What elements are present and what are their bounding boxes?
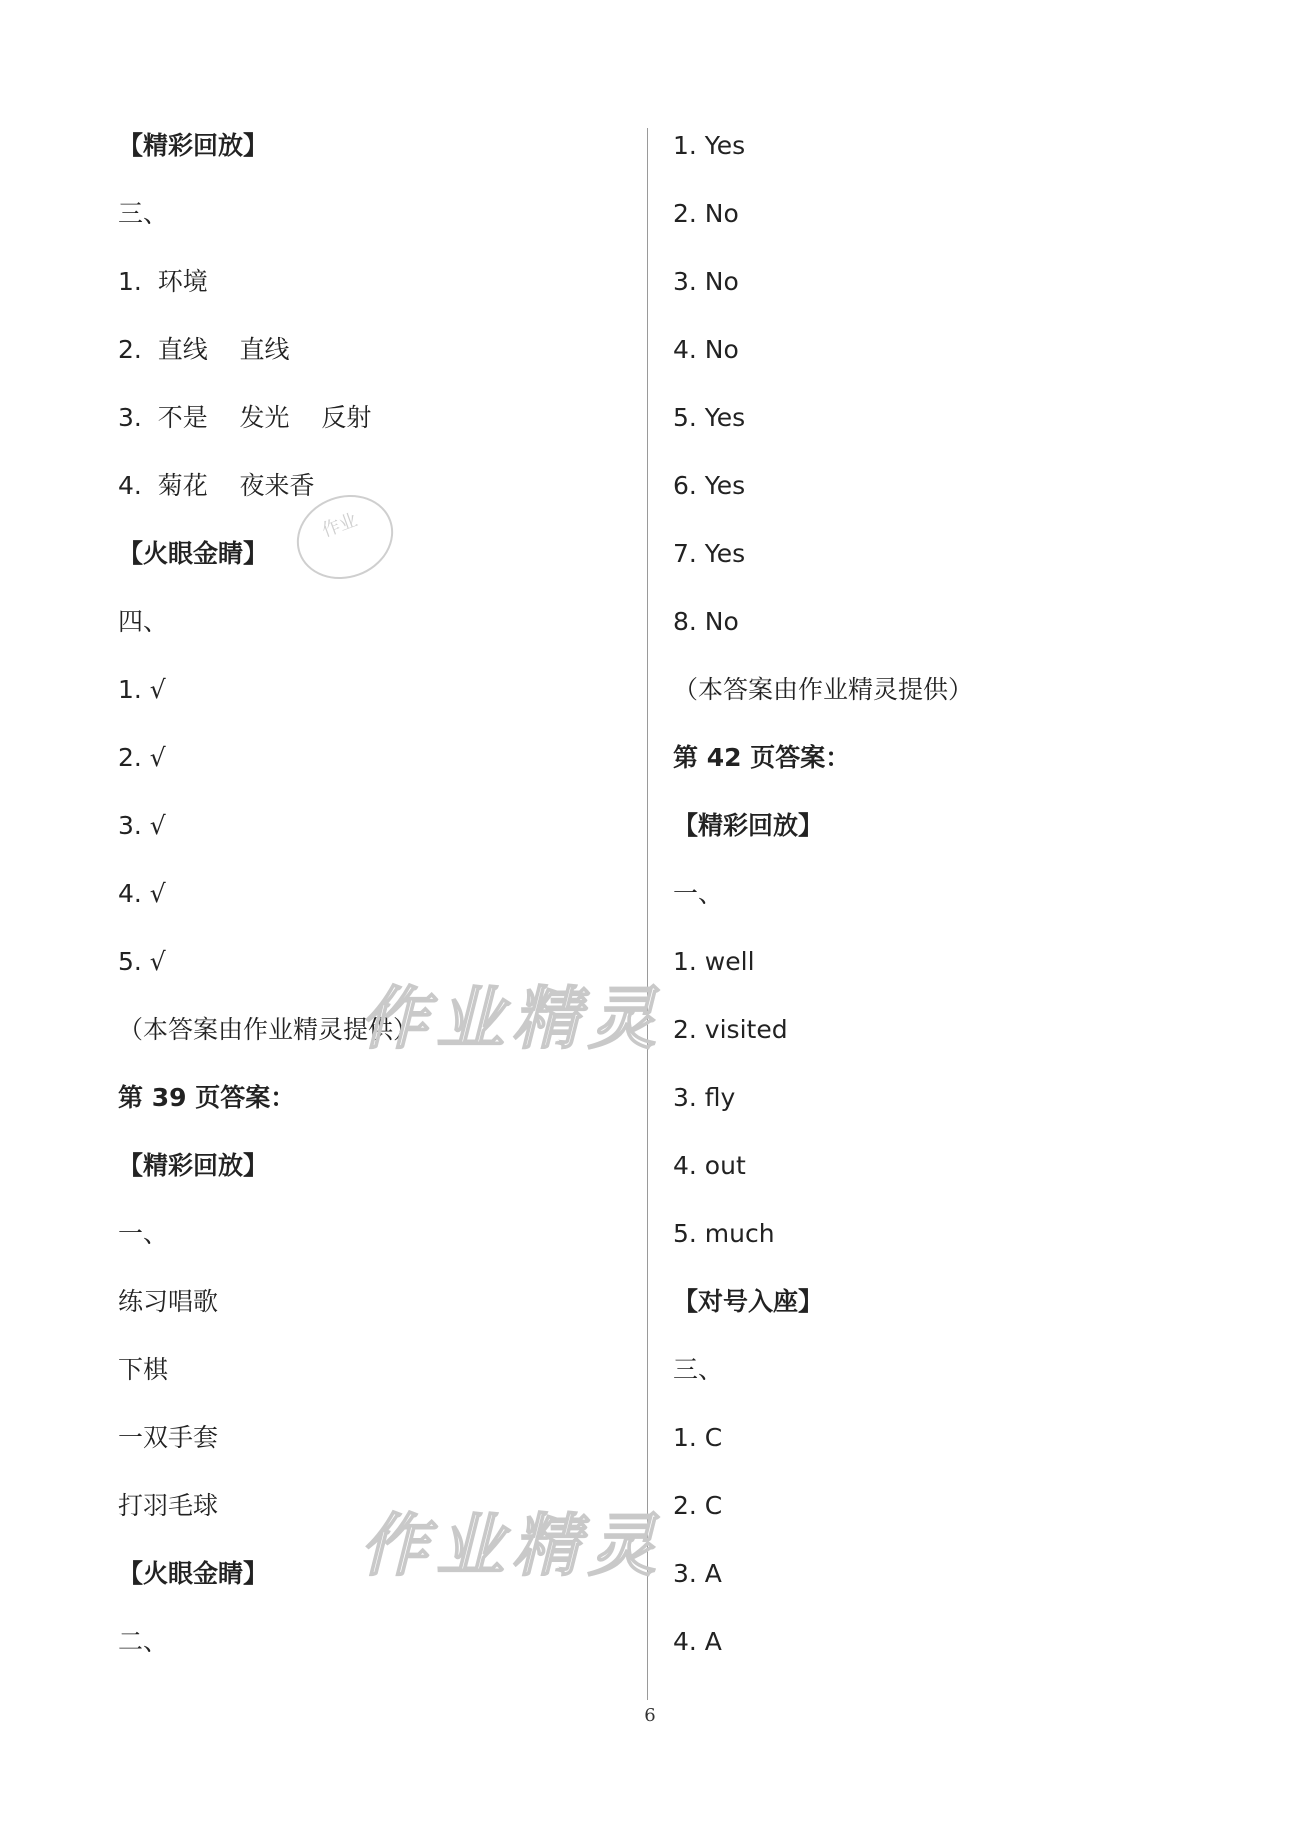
section-heading: 【精彩回放】 bbox=[673, 811, 824, 840]
answer-line: 打羽毛球 bbox=[118, 1491, 219, 1520]
answer-line: 4. No bbox=[673, 335, 739, 364]
answer-line: 6. Yes bbox=[673, 471, 746, 500]
answer-line: 4. √ bbox=[118, 879, 166, 908]
answer-line: 3. A bbox=[673, 1559, 722, 1588]
answer-line: 5. √ bbox=[118, 947, 166, 976]
left-answer-column bbox=[118, 112, 638, 1676]
answer-line: 5. Yes bbox=[673, 403, 746, 432]
answer-line: 1. 环境 bbox=[118, 267, 208, 296]
svg-text:作业: 作业 bbox=[319, 509, 361, 542]
stamp-logo-icon bbox=[290, 482, 400, 592]
answer-line: 1. √ bbox=[118, 675, 166, 704]
section-heading: 【火眼金睛】 bbox=[118, 1559, 269, 1588]
right-answer-column bbox=[673, 112, 1233, 1676]
answer-line: 四、 bbox=[118, 607, 169, 636]
answer-line: 三、 bbox=[673, 1355, 724, 1384]
answer-line: （本答案由作业精灵提供） bbox=[118, 1015, 419, 1044]
answer-line: 一双手套 bbox=[118, 1423, 219, 1452]
answer-line: 2. No bbox=[673, 199, 739, 228]
answer-line: 3. No bbox=[673, 267, 739, 296]
answer-line: （本答案由作业精灵提供） bbox=[673, 675, 974, 704]
answer-line: 3. √ bbox=[118, 811, 166, 840]
answer-line: 二、 bbox=[118, 1627, 169, 1656]
column-divider bbox=[647, 128, 648, 1700]
section-heading: 第 42 页答案： bbox=[673, 743, 851, 772]
answer-line: 8. No bbox=[673, 607, 739, 636]
answer-line: 1. Yes bbox=[673, 131, 746, 160]
answer-line: 5. much bbox=[673, 1219, 775, 1248]
answer-line: 4. 菊花 夜来香 bbox=[118, 471, 315, 500]
page-number: 6 bbox=[644, 1705, 656, 1726]
answer-line: 4. out bbox=[673, 1151, 746, 1180]
section-heading: 【对号入座】 bbox=[673, 1287, 824, 1316]
answer-line: 7. Yes bbox=[673, 539, 746, 568]
watermark-upper: 作业精灵 bbox=[360, 979, 665, 1059]
answer-line: 一、 bbox=[673, 879, 724, 908]
answer-line: 2. C bbox=[673, 1491, 723, 1520]
answer-line: 2. √ bbox=[118, 743, 166, 772]
answer-line: 练习唱歌 bbox=[118, 1287, 219, 1316]
section-heading: 【火眼金睛】 bbox=[118, 539, 269, 568]
watermark-lower: 作业精灵 bbox=[360, 1506, 665, 1586]
answer-line: 4. A bbox=[673, 1627, 722, 1656]
answer-line: 1. well bbox=[673, 947, 755, 976]
section-heading: 【精彩回放】 bbox=[118, 1151, 269, 1180]
answer-line: 1. C bbox=[673, 1423, 723, 1452]
answer-line: 下棋 bbox=[118, 1355, 169, 1384]
section-heading: 【精彩回放】 bbox=[118, 131, 269, 160]
answer-line: 2. visited bbox=[673, 1015, 788, 1044]
answer-line: 2. 直线 直线 bbox=[118, 335, 290, 364]
answer-line: 一、 bbox=[118, 1219, 169, 1248]
answer-line: 3. 不是 发光 反射 bbox=[118, 403, 372, 432]
section-heading: 第 39 页答案： bbox=[118, 1083, 296, 1112]
answer-line: 3. fly bbox=[673, 1083, 736, 1112]
answer-line: 三、 bbox=[118, 199, 169, 228]
